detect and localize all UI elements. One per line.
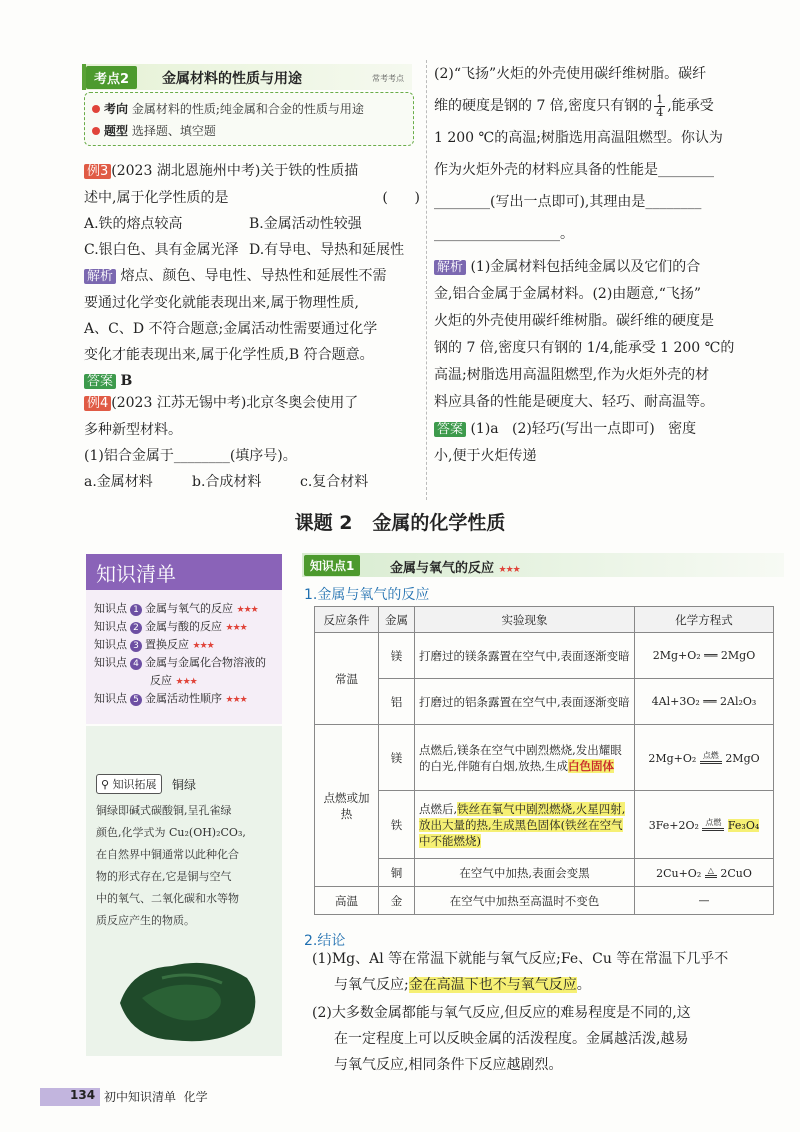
footer-text: 初中知识清单 化学 xyxy=(104,1090,208,1104)
knowledge-item[interactable]: 知识点 5 金属活动性顺序 ★★★ xyxy=(94,692,247,705)
kaodian-title: 金属材料的性质与用途 xyxy=(162,71,302,87)
ex4-answer-label: 答案 xyxy=(434,422,466,437)
highlight: 铁丝在氧气中剧烈燃烧,火星四射,放出大量的热,生成黑色固体(铁丝在空气中不能燃烧) xyxy=(419,801,626,848)
ex4-analysis-block: 解析 (1)金属材料包括纯金属以及它们的合 金,铝合金属于金属材料。(2)由题意,“飞扬” 火炬的外壳使用碳纤维树脂。碳纤维的硬度是 钢的 7 倍,密度只有钢的 1/4,能承受 1 200 ℃的 高温;树脂选用高温阻燃型,作为火炬外壳的材 料应具备的性能是硬度大、轻巧、耐高温等。 答案 (1)a (2)轻巧(写出一点即可) 密度 小,便于火炬传递 xyxy=(434,259,735,464)
kaodian-direction: 考向 金属材料的性质;纯金属和合金的性质与用途 xyxy=(92,100,364,117)
knowledge-list-title: 知识清单 xyxy=(86,554,282,590)
table-row: 铁 点燃后,铁丝在氧气中剧烈燃烧,火星四射,放出大量的热,生成黑色固体(铁丝在空气中不能燃烧) 3Fe+2O₂ 点燃 Fe₃O₄ xyxy=(315,791,774,859)
table-row: 高温 金 在空气中加热至高温时不变色 — xyxy=(315,887,774,915)
topic-title: 课题 2 金属的化学性质 xyxy=(294,512,506,534)
table-row: 点燃或加热 镁 点燃后,镁条在空气中剧烈燃烧,发出耀眼的白光,伴随有白烟,放热,生成白色固体 2Mg+O₂ 点燃 2MgO xyxy=(315,725,774,791)
kp1-title: 金属与氧气的反应 ★★★ xyxy=(390,561,520,576)
bullet-icon xyxy=(92,105,100,113)
kp1-header-bar xyxy=(302,553,784,577)
kp1-tag: 知识点1 xyxy=(304,555,360,576)
conclusion-2: (2)大多数金属都能与氧气反应,但反应的难易程度是不同的,这 在一定程度上可以反映金属的活泼程度。金属越活泼,越易 与氧气反应,相同条件下反应越剧烈。 xyxy=(312,1005,691,1073)
search-icon: ⚲ xyxy=(101,778,110,791)
page-number: 134 xyxy=(70,1088,96,1102)
section1-title: 1.金属与氧气的反应 xyxy=(304,587,430,603)
extension-title: 铜绿 xyxy=(172,778,197,792)
table-row: 常温 镁 打磨过的镁条露置在空气中,表面逐渐变暗 2Mg+O₂ ══ 2MgO xyxy=(315,633,774,679)
ex4-q2-block: (2)“飞扬”火炬的外壳使用碳纤维树脂。碳纤 维的硬度是钢的 7 倍,密度只有钢的 1 4 ,能承受 1 200 ℃的高温;树脂选用高温阻燃型。你认为 作为火炬外壳的材料应具备的性能是________ ________(写出一点即可),其理由是________ __________________。 xyxy=(434,66,723,242)
knowledge-item-cont: 反应 ★★★ xyxy=(150,674,197,687)
table-row: 铜 在空气中加热,表面会变黑 2Cu+O₂ △ 2CuO xyxy=(315,859,774,887)
knowledge-item[interactable]: 知识点 4 金属与金属化合物溶液的 xyxy=(94,656,266,669)
fraction: 1 4 xyxy=(656,92,664,119)
knowledge-item[interactable]: 知识点 1 金属与氧气的反应 ★★★ xyxy=(94,602,258,615)
column-divider xyxy=(426,60,427,500)
knowledge-item[interactable]: 知识点 3 置换反应 ★★★ xyxy=(94,638,214,651)
table-row: 铝 打磨过的铝条露置在空气中,表面逐渐变暗 4Al+3O₂ ══ 2Al₂O₃ xyxy=(315,679,774,725)
kaodian-common-label: 常考考点 xyxy=(372,74,404,83)
bullet-icon xyxy=(92,127,100,135)
ex3-answer-label: 答案 xyxy=(84,374,116,389)
ex3-block: 例3 (2023 湖北恩施州中考)关于铁的性质描 述中,属于化学性质的是 ( ) A.铁的熔点较高 B.金属活动性较强 C.银白色、具有金属光泽 D.有导电、导热和延展性 解析 熔点、颜色、导电性、导热性和延展性不需 要通过化学变化就能表现出来,属于物理性质, A、C、D 不符合题意;金属活动性需要通过化学 变化才能表现出来,属于化学性质,B 符合题意。 答案 B xyxy=(84,163,420,389)
kaodian-tag: 考点2 xyxy=(86,66,137,89)
ex4-block: 例4 (2023 江苏无锡中考)北京冬奥会使用了 多种新型材料。 (1)铝合金属于________(填序号)。 a.金属材料 b.合成材料 c.复合材料 xyxy=(84,395,369,490)
highlight: 金在高温下也不与氧气反应 xyxy=(408,977,577,993)
section2-title: 2.结论 xyxy=(304,933,346,949)
ex4-label: 例4 xyxy=(84,396,111,411)
ex4-analysis-label: 解析 xyxy=(434,260,466,275)
extension-tag: ⚲ 知识拓展 xyxy=(96,774,162,794)
kaodian-type: 题型 选择题、填空题 xyxy=(92,122,216,139)
knowledge-item[interactable]: 知识点 2 金属与酸的反应 ★★★ xyxy=(94,620,247,633)
ex3-analysis-label: 解析 xyxy=(84,269,116,284)
malachite-image xyxy=(112,948,262,1048)
highlight: 白色固体 xyxy=(567,758,614,773)
table-header-row: 反应条件 金属 实验现象 化学方程式 xyxy=(315,607,774,633)
extension-text: 铜绿即碱式碳酸铜,呈孔雀绿 颜色,化学式为 Cu₂(OH)₂CO₃, 在自然界中铜通常以此种化合 物的形式存在,它是铜与空气 中的氧气、二氧化碳和水等物 质反应产生的物质。 xyxy=(96,804,246,927)
reaction-table xyxy=(314,606,774,915)
conclusion-1: (1)Mg、Al 等在常温下就能与氧气反应;Fe、Cu 等在常温下几乎不 与氧气反应;金在高温下也不与氧气反应。 xyxy=(312,951,729,993)
ex3-label: 例3 xyxy=(84,164,111,179)
